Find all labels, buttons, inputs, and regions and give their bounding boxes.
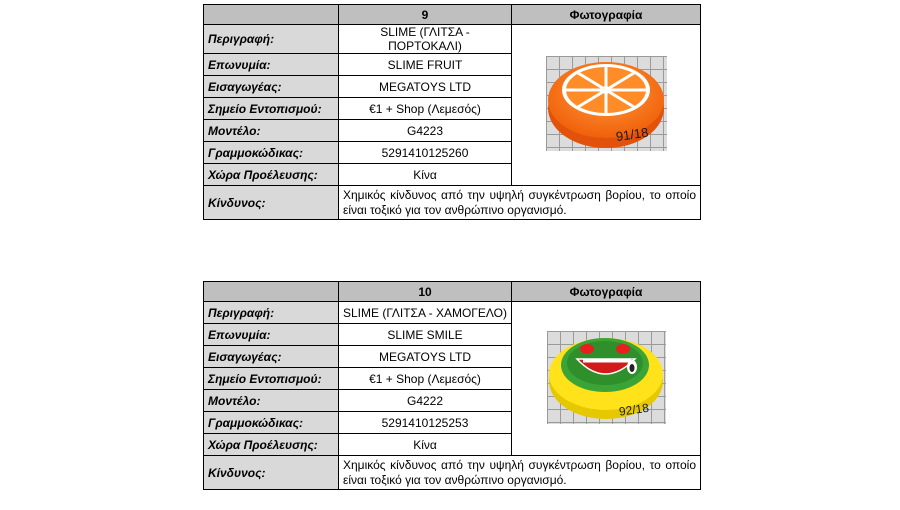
importer-value: MEGATOYS LTD: [339, 76, 512, 98]
model-value: G4223: [339, 120, 512, 142]
product-number: 9: [339, 5, 512, 25]
importer-label: Εισαγωγέας:: [204, 346, 339, 368]
origin-value: Κίνα: [339, 434, 512, 456]
location-value: €1 + Shop (Λεμεσός): [339, 98, 512, 120]
header-blank-cell: [204, 5, 339, 25]
product-card-10: [203, 281, 700, 490]
orange-slice-slime-icon: [546, 56, 667, 151]
origin-label: Χώρα Προέλευσης:: [204, 434, 339, 456]
brand-value: SLIME SMILE: [339, 324, 512, 346]
photo-cell: [512, 25, 701, 186]
location-label: Σημείο Εντοπισμού:: [204, 368, 339, 390]
importer-value: MEGATOYS LTD: [339, 346, 512, 368]
origin-value: Κίνα: [339, 164, 512, 186]
product-table: [203, 281, 701, 490]
photo-marker-label: 91/18: [614, 124, 649, 145]
photo-marker-label: 92/18: [617, 400, 650, 419]
brand-value: SLIME FRUIT: [339, 54, 512, 76]
location-value: €1 + Shop (Λεμεσός): [339, 368, 512, 390]
photo-header: Φωτογραφία: [512, 282, 701, 302]
brand-label: Επωνυμία:: [204, 54, 339, 76]
photo-cell: [512, 302, 701, 456]
product-number: 10: [339, 282, 512, 302]
description-value: SLIME (ΓΛΙΤΣΑ - ΠΟΡΤΟΚΑΛΙ): [339, 25, 512, 54]
model-label: Μοντέλο:: [204, 120, 339, 142]
barcode-label: Γραμμοκώδικας:: [204, 142, 339, 164]
description-value: SLIME (ΓΛΙΤΣΑ - ΧΑΜΟΓΕΛΟ): [339, 302, 512, 324]
model-value: G4222: [339, 390, 512, 412]
smiley-slime-icon: [547, 331, 666, 424]
brand-label: Επωνυμία:: [204, 324, 339, 346]
barcode-value: 5291410125260: [339, 142, 512, 164]
risk-value: Χημικός κίνδυνος από την υψηλή συγκέντρωση βορίου, το οποίο είναι τοξικό για τον ανθρώπινο οργανισμό.: [339, 456, 701, 490]
product-table: [203, 4, 701, 220]
description-label: Περιγραφή:: [204, 25, 339, 54]
risk-value: Χημικός κίνδυνος από την υψηλή συγκέντρωση βορίου, το οποίο είναι τοξικό για τον ανθρώπινο οργανισμό.: [339, 186, 701, 220]
importer-label: Εισαγωγέας:: [204, 76, 339, 98]
risk-label: Κίνδυνος:: [204, 186, 339, 220]
description-label: Περιγραφή:: [204, 302, 339, 324]
location-label: Σημείο Εντοπισμού:: [204, 98, 339, 120]
barcode-value: 5291410125253: [339, 412, 512, 434]
product-photo: [546, 56, 667, 151]
risk-label: Κίνδυνος:: [204, 456, 339, 490]
origin-label: Χώρα Προέλευσης:: [204, 164, 339, 186]
product-card-9: [203, 4, 700, 220]
product-photo: [547, 331, 666, 424]
barcode-label: Γραμμοκώδικας:: [204, 412, 339, 434]
header-blank-cell: [204, 282, 339, 302]
photo-header: Φωτογραφία: [512, 5, 701, 25]
model-label: Μοντέλο:: [204, 390, 339, 412]
